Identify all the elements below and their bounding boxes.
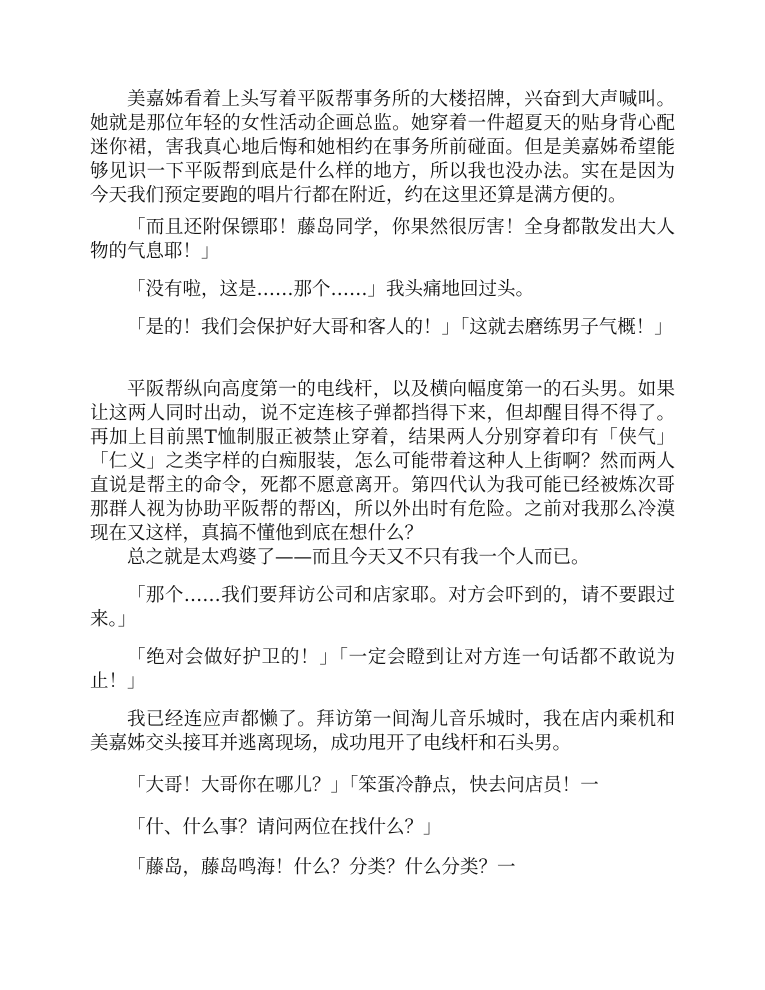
paragraph-12: 「藤岛，藤岛鸣海！什么？分类？什么分类？一 bbox=[127, 857, 516, 878]
paragraph-10: 「大哥！大哥你在哪儿？」「笨蛋冷静点，快去问店员！一 bbox=[127, 775, 599, 796]
paragraph-6: 总之就是太鸡婆了——而且今天又不只有我一个人而已。 bbox=[127, 547, 590, 568]
paragraph-11: 「什、什么事？请问两位在找什么？」 bbox=[127, 817, 442, 838]
paragraph-3: 「没有啦，这是……那个……」我头痛地回过头。 bbox=[127, 279, 535, 300]
paragraph-9: 我已经连应声都懒了。拜访第一间淘儿音乐城时，我在店内乘机和美嘉姊交头接耳并逃离现场，成功甩开了电线杆和石头男。 bbox=[90, 709, 675, 754]
paragraph-7: 「那个……我们要拜访公司和店家耶。对方会吓到的，请不要跟过来。」 bbox=[90, 585, 675, 630]
paragraph-4: 「是的！我们会保护好大哥和客人的！」「这就去磨练男子气概！」 bbox=[127, 317, 673, 338]
paragraph-5: 平阪帮纵向高度第一的电线杆，以及横向幅度第一的石头男。如果让这两人同时出动，说不定连核子弹都挡得下来，但却醒目得不得了。再加上目前黑T恤制服正被禁止穿着，结果两人分别穿着印有「侠气」「仁义」之类字样的白痴服装，怎么可能带着这种人上街啊？然而两人直说是帮主的命令，死都不愿意离开。第四代认为我可能已经被炼次哥那群人视为协助平阪帮的帮凶，所以外出时有危险。之前对我那么冷漠现在又这样，真搞不懂他到底在想什么？ bbox=[90, 379, 675, 544]
paragraph-2: 「而且还附保镖耶！藤岛同学，你果然很厉害！全身都散发出大人物的气息耶！」 bbox=[90, 217, 675, 262]
paragraph-8: 「绝对会做好护卫的！」「一定会瞪到让对方连一句话都不敢说为止！」 bbox=[90, 647, 675, 692]
paragraph-1: 美嘉姊看着上头写着平阪帮事务所的大楼招牌，兴奋到大声喊叫。她就是那位年轻的女性活动企画总监。她穿着一件超夏天的贴身背心配迷你裙，害我真心地后悔和她相约在事务所前碰面。但是美嘉姊希望能够见识一下平阪帮到底是什么样的地方，所以我也没办法。实在是因为今天我们预定要跑的唱片行都在附近，约在这里还算是满方便的。 bbox=[90, 89, 675, 206]
